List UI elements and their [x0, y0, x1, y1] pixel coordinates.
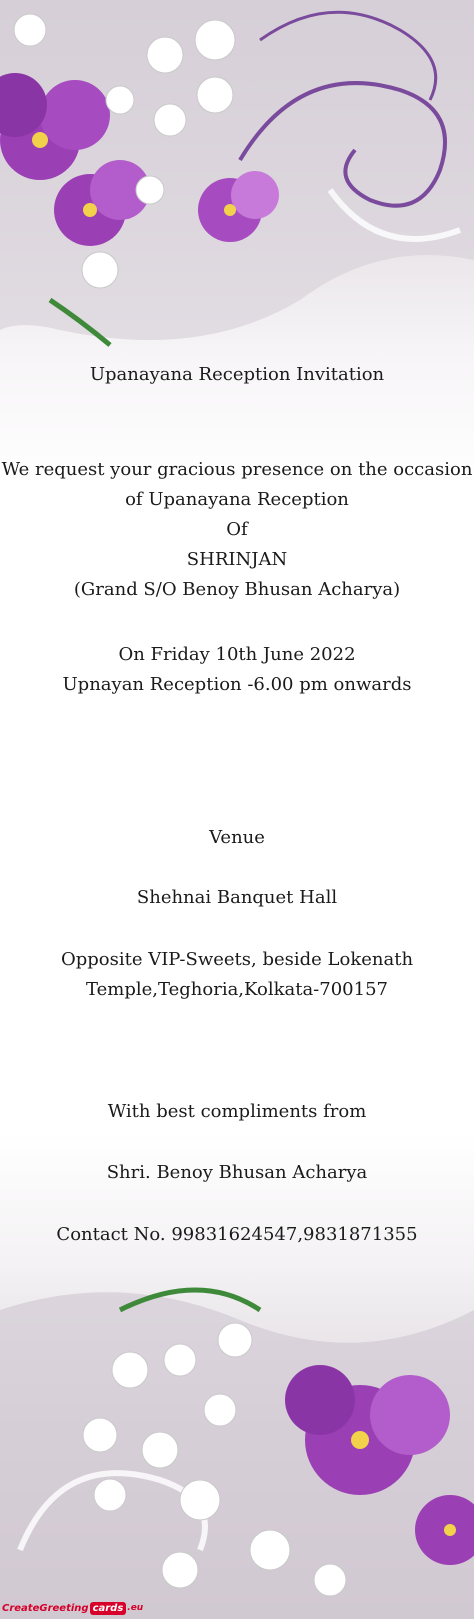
- floral-decoration-bottom: [0, 1250, 474, 1619]
- venue-label: Venue: [209, 827, 265, 848]
- address-line: Opposite VIP-Sweets, beside Lokenath: [60, 949, 414, 970]
- invitation-title: Upanayana Reception Invitation: [89, 364, 385, 385]
- compliments-line: With best compliments from: [107, 1101, 367, 1122]
- relation-line: (Grand S/O Benoy Bhusan Acharya): [73, 579, 401, 600]
- invitation-details: [0, 455, 474, 605]
- watermark-logo: [2, 1599, 143, 1617]
- request-line: of Upanayana Reception: [125, 489, 349, 510]
- event-date: On Friday 10th June 2022: [118, 644, 356, 665]
- event-time: Upnayan Reception -6.00 pm onwards: [62, 674, 412, 695]
- venue-address: [0, 945, 474, 1005]
- floral-decoration-top: [0, 0, 474, 380]
- honoree-name: SHRINJAN: [186, 549, 288, 570]
- address-line: Temple,Teghoria,Kolkata-700157: [86, 979, 388, 1000]
- contact-number: Contact No. 99831624547,9831871355: [56, 1224, 418, 1245]
- watermark-text: cards: [90, 1602, 127, 1615]
- watermark-text: CreateGreeting: [2, 1602, 89, 1614]
- venue-name: Shehnai Banquet Hall: [136, 887, 338, 908]
- watermark-text: .eu: [127, 1603, 144, 1613]
- of-line: Of: [226, 519, 248, 540]
- request-line: We request your gracious presence on the occasion: [1, 459, 473, 480]
- host-name: Shri. Benoy Bhusan Acharya: [106, 1162, 368, 1183]
